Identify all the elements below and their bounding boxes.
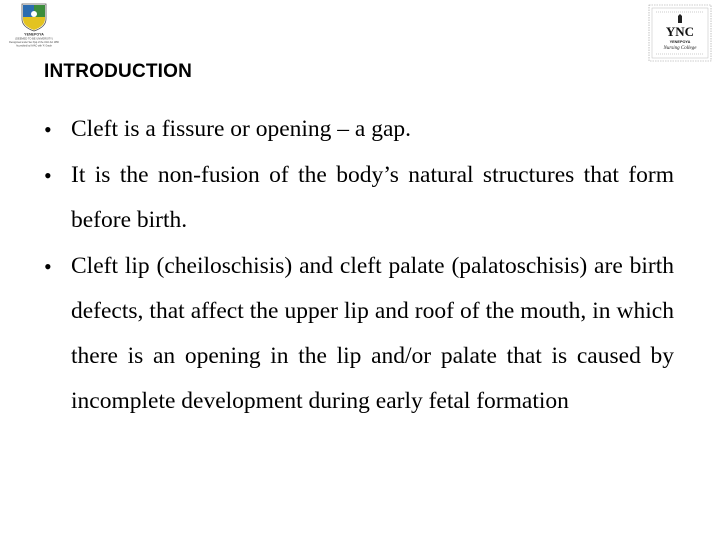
- bullet-item: [44, 244, 674, 424]
- bullet-text: Cleft is a fissure or opening – a gap.: [71, 116, 412, 142]
- seal-name: YENEPOYA: [669, 40, 691, 44]
- bullet-text: Cleft lip (cheiloschisis) and cleft palate (palatoschisis) are birth defects, that affect the upper lip and roof of the mouth, in which there is an opening in the lip and/or palate that is caused by incomplete development during early fetal formation: [71, 253, 674, 414]
- slide-title: INTRODUCTION: [44, 61, 193, 82]
- university-line-3: Accredited by NAAC with 'A' Grade: [16, 45, 52, 48]
- university-name: YENEPOYA: [24, 32, 44, 37]
- bullet-dot: •: [44, 163, 52, 188]
- university-line-2: Recognised under Sec 3(a) of the UGC Act 1956: [9, 42, 59, 44]
- bullet-dot: •: [44, 254, 52, 279]
- bullet-dot: •: [44, 117, 52, 142]
- university-logo: [6, 2, 62, 48]
- university-line-1: (DEEMED TO BE UNIVERSITY): [15, 37, 53, 41]
- bullet-list: [44, 107, 674, 424]
- bullet-item: [44, 107, 674, 152]
- bullet-text: It is the non-fusion of the body’s natural structures that form before birth.: [71, 162, 674, 233]
- nursing-college-logo: [648, 3, 712, 63]
- seal-subtitle: Nursing College: [663, 46, 697, 51]
- university-crest-icon: [6, 2, 62, 48]
- bullet-item: [44, 153, 674, 243]
- seal-initials: YNC: [665, 24, 695, 39]
- nursing-college-seal-icon: [648, 3, 712, 63]
